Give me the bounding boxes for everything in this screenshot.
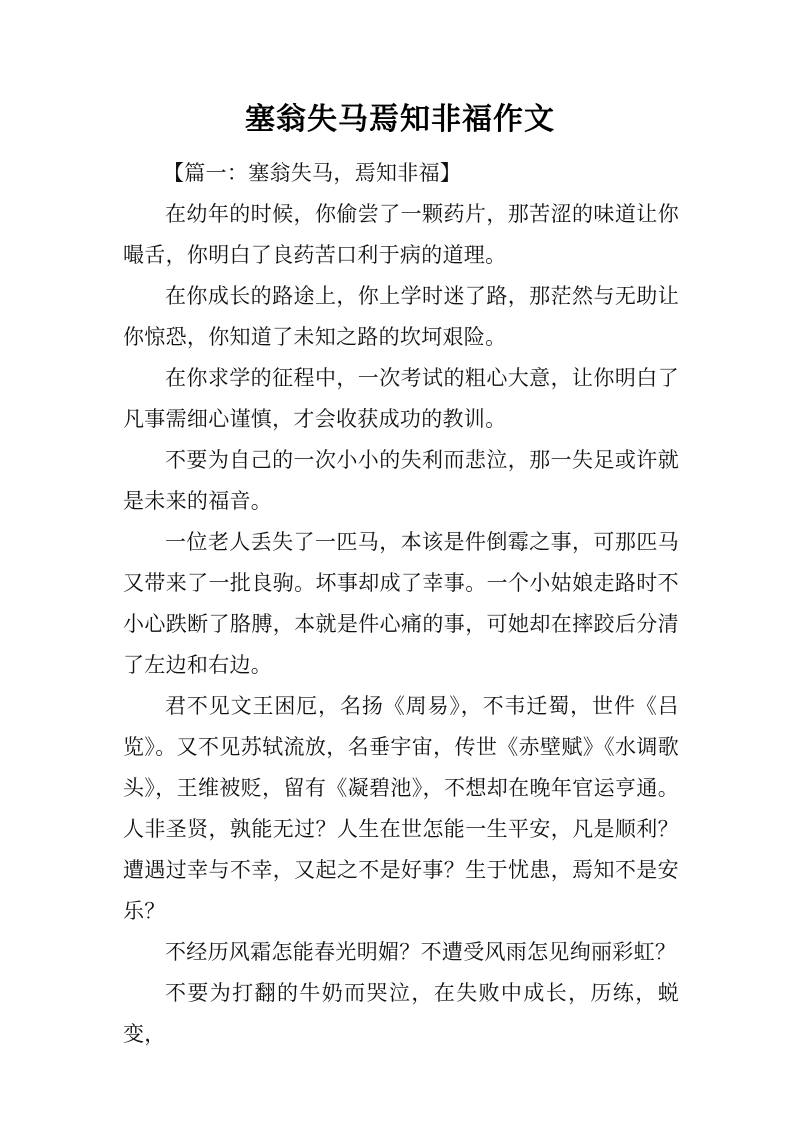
document-title: 塞翁失马焉知非福作文 <box>245 102 555 137</box>
paragraph-1: 在幼年的时候，你偷尝了一颗药片，那苦涩的味道让你嘬舌，你明白了良药苦口利于病的道理。 <box>123 202 679 267</box>
paragraph-2: 在你成长的路途上，你上学时迷了路，那茫然与无助让你惊恐，你知道了未知之路的坎坷艰险。 <box>123 284 679 349</box>
document-body <box>123 153 679 1055</box>
paragraph-8: 不要为打翻的牛奶而哭泣，在失败中成长，历练，蜕变， <box>123 981 679 1046</box>
section-heading: 【篇一：塞翁失马，焉知非福】 <box>163 161 462 185</box>
paragraph-6: 君不见文王困厄，名扬《周易》，不韦迁蜀，世件《吕览》。又不见苏轼流放，名垂宇宙，传世《赤壁赋》《水调歌头》，王维被贬，留有《凝碧池》，不想却在晚年官运亨通。人非圣贤，孰能无过？人生在世怎能一生平安，凡是顺利？遭遇过幸与不幸，又起之不是好事？生于忧患，焉知不是安乐？ <box>123 694 679 923</box>
paragraph-5: 一位老人丢失了一匹马，本该是件倒霉之事，可那匹马又带来了一批良驹。坏事却成了幸事。一个小姑娘走路时不小心跌断了胳膊，本就是件心痛的事，可她却在摔跤后分清了左边和右边。 <box>123 530 679 677</box>
paragraph-4: 不要为自己的一次小小的失利而悲泣，那一失足或许就是未来的福音。 <box>123 448 679 513</box>
paragraph-3: 在你求学的征程中，一次考试的粗心大意，让你明白了凡事需细心谨慎，才会收获成功的教训。 <box>123 366 679 431</box>
paragraph-7: 不经历风霜怎能春光明媚？不遭受风雨怎见绚丽彩虹？ <box>165 940 677 964</box>
